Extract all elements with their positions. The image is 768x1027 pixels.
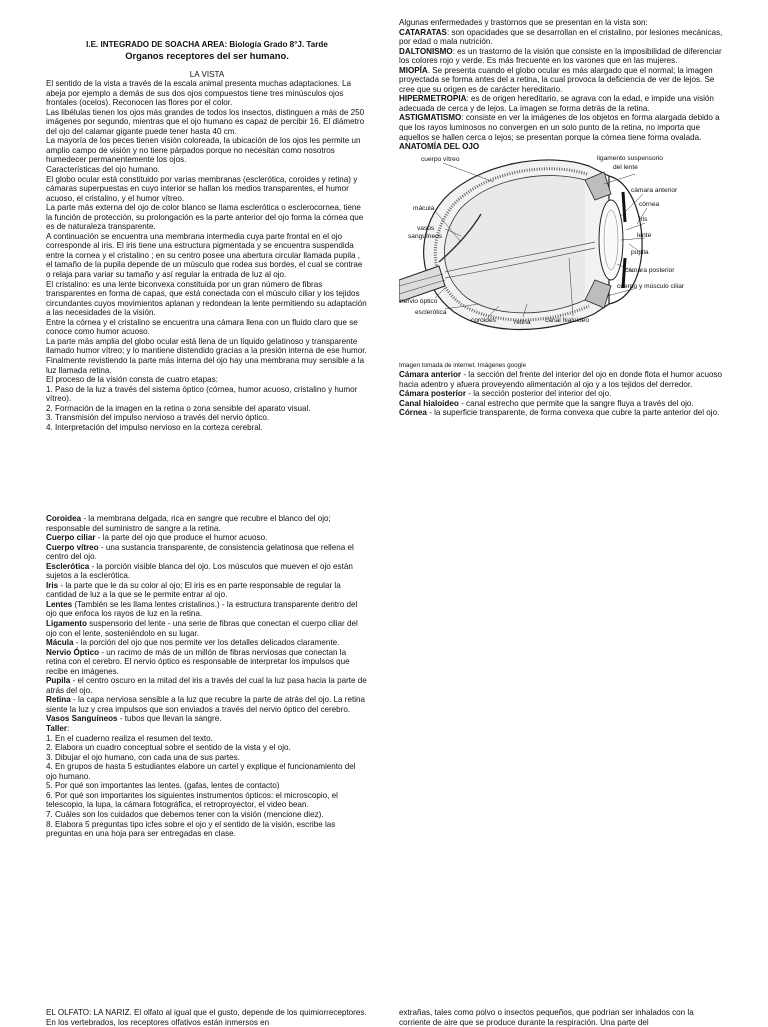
paragraph: Finalmente revistiendo la parte más interna del ojo hay una membrana muy sensible a la luz llamada retina.	[46, 355, 365, 375]
glossary-entry: Iris - la parte que le da su color al ojo; El iris es en parte responsable de regular la cantidad de luz a la que se le permite entrar al ojo.	[46, 580, 341, 600]
glossary-entry: Mácula - la porción del ojo que nos permite ver los detalles delicados claramente.	[46, 638, 340, 648]
document-header: I.E. INTEGRADO DE SOACHA AREA: Biología Grado 8°J. Tarde	[86, 40, 328, 49]
paragraph: El globo ocular está constituido por varias membranas (esclerótica, coroides y retina) y cámaras superpuestas en cuyo interior se hallan los medios transparentes, el humor acuoso, el cristalino, y el humor vítreo.	[46, 174, 358, 203]
glossary-entry: Retina - la capa nerviosa sensible a la luz que recubre la parte de atrás del ojo. La retina siente la luz y crea impulsos que son enviados a través del nervio óptico del cerebro.	[46, 695, 365, 714]
label-ligamento-2: del lente	[613, 163, 638, 171]
paragraph: Características del ojo humano.	[46, 165, 160, 175]
taller-item: 5. Por qué son importantes las lentes. (gafas, lentes de contacto)	[46, 781, 280, 791]
olfato-left-text: EL OLFATO: LA NARIZ. El olfato al igual que el gusto, depende de los quimiorreceptores. En los vertebrados, los receptores olfativos están inmersos en	[46, 1008, 367, 1027]
iris-top	[623, 192, 625, 222]
list-item: 4. Interpretación del impulso nervioso en la corteza cerebral.	[46, 422, 263, 432]
label-nervio-optico: nervio óptico	[400, 297, 438, 305]
disease-entry: CATARATAS: son opacidades que se desarrollan en el cristalino, por lesiones mecánicas, por edad o mala nutrición.	[399, 27, 723, 47]
left-column-top	[46, 40, 368, 432]
taller-item: 7. Cuáles son los cuidados que debemos tener con la visión (mencione diez).	[46, 809, 324, 819]
taller-item: 2. Elabora un cuadro conceptual sobre el sentido de la vista y el ojo.	[46, 743, 291, 753]
vista-body	[46, 79, 368, 432]
paragraph: Las libélulas tienen los ojos más grandes de todos los insectos, distinguen a más de 250 imágenes por segundo, mientras que el ojo humano es capaz de percibir 16. El diámetro del ojo del calamar gigante puede tener hasta 40 cm.	[46, 107, 365, 136]
disease-entry: ASTIGMATISMO: consiste en ver la imágenes de los objetos en forma alargada debido a que los rayos luminosos no convergen en un solo punto de la retina, no importa que aquellos se hallen cerca o lejos; se presentan porque la córnea tiene forma ovalada.	[399, 113, 720, 142]
glossary-entry: Córnea - la superficie transparente, de forma convexa que cubre la parte anterior del ojo.	[399, 408, 720, 418]
olfato-right-text: extrañas, tales como polvo o insectos pequeños, que podrían ser inhalados con la corriente de aire que se produce durante la respiración. Una parte del	[399, 1008, 694, 1027]
label-camara-anterior: cámara anterior	[631, 186, 678, 194]
label-iris: iris	[639, 215, 648, 223]
taller-list	[46, 734, 368, 839]
taller-heading: Taller:	[46, 724, 70, 734]
disease-entry: HIPERMETROPIA: es de origen hereditario, se agrava con la edad, e impide una visión adecuada de cerca y de lejos. La imagen se forma detrás de la retina.	[399, 94, 714, 113]
taller-item: 4. En grupos de hasta 5 estudiantes elabore un cartel y explique el funcionamiento del ojo humano.	[46, 762, 356, 781]
glossary-entry: Nervio Óptico - un racimo de más de un millón de fibras nerviosas que conectan la retina con el cerebro. El nervio óptico es responsable de interpretar los impulsos que recibe en imágenes.	[46, 647, 350, 676]
disease-entry: MIOPÍA. Se presenta cuando el globo ocular es más alargado que el normal; la imagen proyectada se forma antes del a retina, la cual provoca la deficiencia de ver de lejos. Se cree que su origen es de carácter hereditario.	[399, 65, 715, 94]
label-lente: lente	[637, 231, 652, 239]
paragraph: El cristalino: es una lente biconvexa constituida por un gran número de fibras transparentes en forma de capas, que está conectada con el músculo ciliar y los tejidos circundantes cuyos movimientos aplanan y redondean la lente permitiendo su adaptación a las necesidades de la visión.	[46, 279, 367, 318]
label-cuerpo-musculo-ciliar: cuerpo y músculo ciliar	[617, 282, 685, 290]
label-vasos: vasos	[417, 224, 435, 232]
label-pupila: pupila	[631, 248, 649, 256]
glossary-entry: Cuerpo vítreo - una sustancia transparente, de consistencia gelatinosa que rellena el centro del ojo.	[46, 542, 354, 562]
label-sanguineos: sanguíneos	[408, 232, 443, 240]
label-retina: retina	[514, 318, 531, 326]
paragraph: La parte más externa del ojo de color blanco se llama esclerótica o esclerocornea, tiene la función de protección, su prolongación es la parte anterior del ojo forma la córnea que es de naturaleza transparente.	[46, 203, 364, 232]
label-ligamento: ligamento suspensorio	[597, 154, 663, 162]
glossary-entry: Pupila - el centro oscuro en la mitad del iris a través del cual la luz pasa hacia la parte de atrás del ojo.	[46, 676, 367, 695]
label-macula: mácula	[413, 204, 435, 212]
paragraph: Entre la córnea y el cristalino se encuentra una cámara llena con un fluido claro que se conoce como humor acuoso.	[46, 317, 358, 337]
glossary-entry: Cámara posterior - la sección posterior del interior del ojo.	[399, 389, 612, 399]
glossary-entry: Coroidea - la membrana delgada, rica en sangre que recubre el blanco del ojo; responsable del suministro de sangre a la retina.	[46, 514, 331, 533]
list-item: 3. Transmisión del impulso nervioso a través del nervio óptico.	[46, 413, 270, 423]
glossary-entry: Vasos Sanguíneos - tubos que llevan la sangre.	[46, 714, 222, 724]
glossary-left	[46, 514, 368, 724]
taller-item: 8. Elabora 5 preguntas tipo icfes sobre el ojo y el sentido de la visión, escribe las preguntas en una hoja para ser entregadas en clase.	[46, 819, 336, 839]
taller-item: 1. En el cuaderno realiza el resumen del texto.	[46, 733, 213, 743]
label-esclerotica: esclerótica	[415, 308, 447, 316]
label-camara-posterior: cámara posterior	[625, 266, 675, 274]
glossary-entry: Cámara anterior - la sección del frente del interior del ojo en donde flota el humor acuoso hacia adentro y afuera proveyendo alimentación al ojo y a los tejidos del derredor.	[399, 370, 723, 389]
list-item: 2. Formación de la imagen en la retina o zona sensible del aparato visual.	[46, 403, 311, 413]
left-column-bottom	[46, 514, 368, 839]
glossary-entry: Canal hialoideo - canal estrecho que permite que la sangre fluya a través del ojo.	[399, 398, 694, 408]
paragraph: La mayoría de los peces tienen visión coloreada, la ubicación de los ojos les permite un amplio campo de visión y no tiene párpados porque no necesitan como nosotros humedecer permanentemente los ojos.	[46, 136, 361, 165]
disease-entry: DALTONISMO: es un trastorno de la visión que consiste en la imposibilidad de diferenciar los colores rojo y verde. Es más frecuente en los varones que en las mujeres.	[399, 46, 722, 66]
label-cuerpo-vitreo: cuerpo vítreo	[421, 155, 460, 163]
diseases-intro: Algunas enfermedades y trastornos que se presentan en la vista son:	[399, 18, 648, 27]
list-item: 1. Paso de la luz a través del sistema óptico (córnea, humor acuoso, cristalino y humor vítreo).	[46, 384, 358, 404]
label-cornea: córnea	[639, 200, 660, 208]
lens-shape	[599, 200, 623, 280]
document-title: Organos receptores del ser humano.	[125, 49, 289, 61]
paragraph: A continuación se encuentra una membrana intermedia cuya parte frontal en el ojo corresponde al iris. El iris tiene una estructura pigmentada y se encuentra suspendida entre la cornea y el cristalino ; en su centro posee una abertura circular llamada pupila , el tamaño de la pupila depende de un músculo que rodea sus bordes, el cual se contrae o relaja para variar su tamaño y así regular la entrada de luz al ojo.	[46, 231, 363, 280]
glossary-entry: Esclerótica - la porción visible blanca del ojo. Los músculos que mueven el ojo están sujetos a la esclerótica.	[46, 561, 353, 581]
section-heading-vista: LA VISTA	[189, 69, 225, 79]
right-column-top	[399, 18, 726, 334]
label-canal-hialoideo: canal hialoideo	[545, 316, 589, 324]
taller-item: 6. Por qué son importantes los siguientes instrumentos ópticos: el microscopio, el telescopio, la lupa, la cámara fotográfica, el retroproyector, el video bean.	[46, 790, 338, 810]
paragraph: La parte más amplia del globo ocular está llena de un líquido gelatinoso y transparente llamado humor vítreo; y lo mantiene distendido gracias a la presión interna de ese humor.	[46, 336, 367, 356]
glossary-entry: Cuerpo ciliar - la parte del ojo que produce el humor acuoso.	[46, 533, 268, 543]
right-column-bottom	[399, 362, 726, 418]
eye-anatomy-diagram	[399, 154, 726, 334]
anatomy-heading: ANATOMÍA DEL OJO	[399, 142, 480, 152]
glossary-entry: Ligamento suspensorio del lente - una serie de fibras que conectan el cuerpo ciliar del ojo con el lente, sosteniéndolo en su lugar.	[46, 619, 358, 638]
paragraph: El proceso de la visión consta de cuatro etapas:	[46, 375, 218, 385]
image-caption: Imagen tomada de internet. Imágenes google	[399, 362, 527, 369]
taller-item: 3. Dibujar el ojo humano, con cada una de sus partes.	[46, 752, 240, 762]
glossary-entry: Lentes (También se les llama lentes cristalinos.) - la estructura transparente dentro del ojo que enfoca los rayos de luz en la retina.	[46, 599, 358, 619]
label-coroides: coroides	[471, 316, 496, 324]
paragraph: El sentido de la vista a través de la escala animal presenta muchas adaptaciones. La abeja por ejemplo a demás de sus dos ojos compuestos tiene tres minúsculos ojos frontales (ocelos). Reconocen las flores por el color.	[46, 79, 352, 108]
